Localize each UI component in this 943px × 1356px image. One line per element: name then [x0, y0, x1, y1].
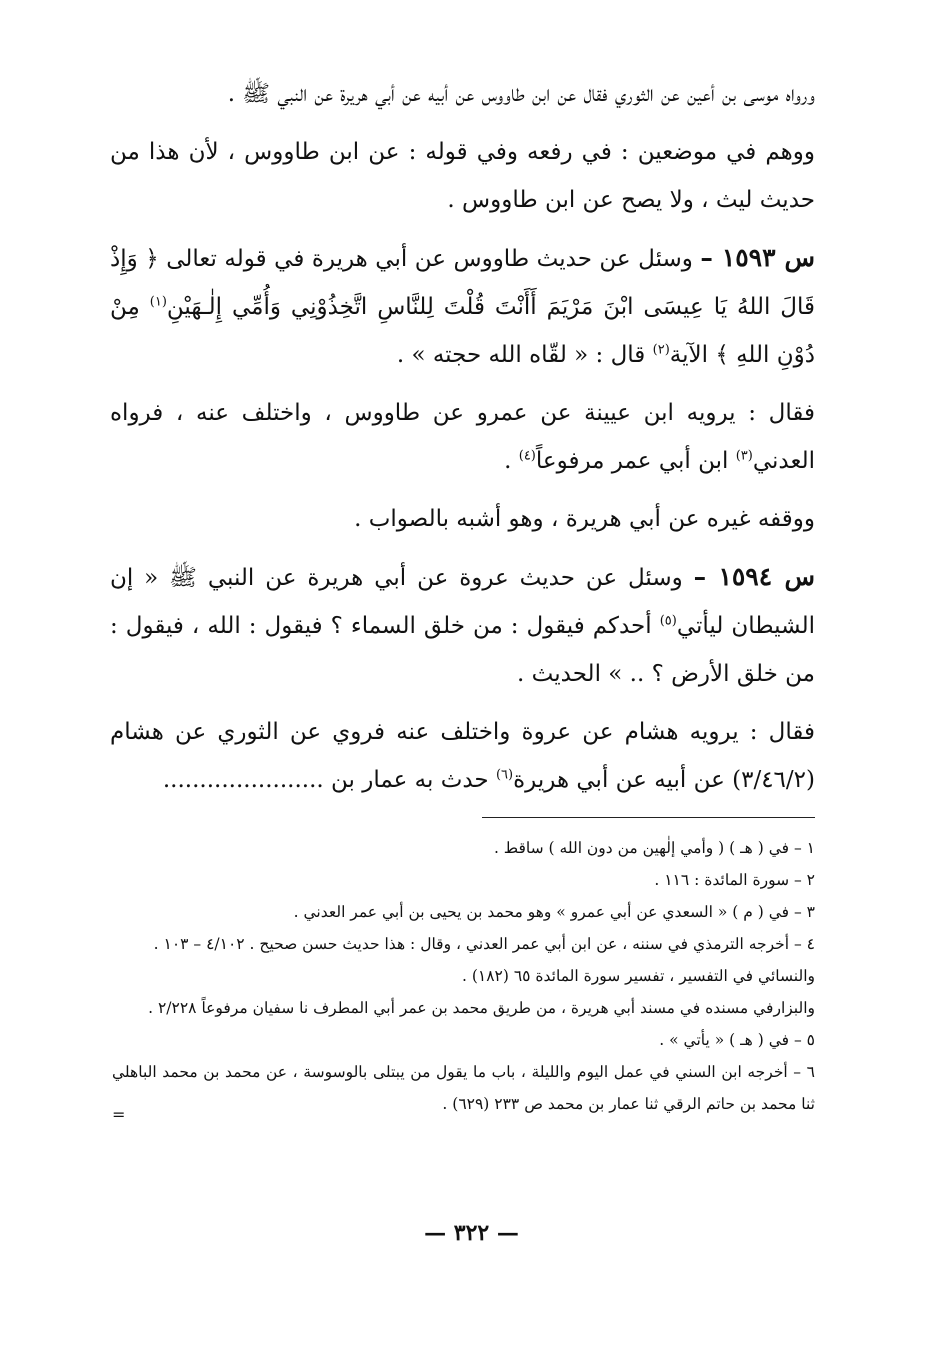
paragraph-text: فقال : يرويه ابن عيينة عن عمرو عن طاووس ، واختلف عنه ، فرواه العدني — [110, 400, 815, 474]
paragraph-3 — [110, 389, 815, 485]
footnote-ref-1: (١) — [149, 294, 167, 310]
footnote-4-cont-2: والبزارفي مسنده في مسند أبي هريرة ، من طريق محمد بن عمر أبي المطرف نا سفيان مرفوعاً ٢/٢٢٨ . — [148, 999, 815, 1017]
footnote-ref-3: (٣) — [735, 448, 753, 464]
footnote-1: ١ – في ( هـ ) ( وأمي إلٰهين من دون الله ) ساقط . — [493, 839, 815, 857]
question-1594 — [110, 553, 815, 698]
main-text — [110, 70, 815, 814]
footnote-3: ٣ – في ( م ) « السعدي عن أبي عمرو » وهو محمد بن يحيى بن أبي عمر العدني . — [293, 903, 815, 921]
footnote-2: ٢ – سورة المائدة : ١١٦ . — [654, 871, 815, 889]
question-text: أحدكم فيقول : من خلق السماء ؟ فيقول : الله ، فيقول : من خلق الأرض ؟ .. » الحديث . — [110, 613, 815, 687]
paragraph-5 — [110, 708, 815, 804]
question-text: وسئل عن حديث عروة عن أبي هريرة عن النبي ﷺ « إن الشيطان ليأتي — [110, 565, 815, 639]
paragraph-4: ووقفه غيره عن أبي هريرة ، وهو أشبه بالصواب . — [354, 506, 815, 532]
paragraph-text: ابن أبي عمر مرفوعاً — [535, 448, 729, 474]
footnote-separator — [482, 817, 815, 818]
footnote-4-cont-1: والنسائي في التفسير ، تفسير سورة المائدة ٦٥ (١٨٢) . — [461, 967, 815, 985]
paragraph-text: فقال : يرويه هشام عن عروة واختلف عنه فروي عن الثوري عن هشام (٣/٤٦/٢) عن أبيه عن أبي هريرة — [110, 719, 815, 793]
footnote-6: ٦ – أخرجه ابن السني في عمل اليوم والليلة ، باب ما يقول من يبتلى بالوسوسة ، عن محمد بن محمد الباهلي ثنا محمد بن حاتم الرقي ثنا عمار بن محمد ص ٢٣٣ (٦٢٩) . — [112, 1063, 815, 1113]
question-1593 — [110, 234, 815, 379]
paragraph-text: . — [504, 448, 512, 474]
footnote-5: ٥ – في ( هـ ) « يأتي » . — [659, 1031, 815, 1049]
question-text: مِنْ دُوْنِ اللهِ ﴾ الآية — [110, 294, 815, 368]
paragraph-text: حدث به عمار بن ...................... — [162, 767, 489, 793]
footnote-4: ٤ – أخرجه الترمذي في سننه ، عن ابن أبي عمر العدني ، وقال : هذا حديث حسن صحيح . ٤/١٠٢ – ١٠٣ . — [153, 935, 815, 953]
question-number: س ١٥٩٤ – — [693, 562, 815, 591]
question-text: وسئل عن حديث طاووس عن أبي هريرة في قوله تعالى ﴿ وَإِذْ قَالَ اللهُ يَا عِيسَى ابْنَ مَرْيَمَ أَأَنْتَ قُلْتَ لِلنَّاسِ اتَّخِذُوْنِي وَأُمِّي إِلٰـهَيْنِ — [110, 246, 815, 320]
question-text: قال : « لقّاه الله حجته » . — [396, 342, 646, 368]
footnote-ref-6: (٦) — [495, 767, 514, 783]
footnote-ref-4: (٤) — [518, 448, 536, 464]
paragraph-2: ووهم في موضعين : في رفعه وفي قوله : عن ابن طاووس ، لأن هذا من حديث ليث ، ولا يصح عن ابن طاووس . — [110, 139, 815, 213]
footnotes — [112, 832, 815, 1122]
footnote-continuation-mark: = — [112, 1105, 126, 1124]
paragraph-1: ورواه موسى بن أعين عن الثوري فقال عن ابن طاووس عن أبيه عن أبي هريرة عن النبي ﷺ . — [227, 81, 815, 107]
page-number: — ٣٢٢ — — [424, 1220, 519, 1246]
question-number: س ١٥٩٣ – — [700, 243, 815, 272]
footnote-ref-2: (٢) — [652, 342, 670, 358]
footnote-ref-5: (٥) — [659, 613, 677, 629]
